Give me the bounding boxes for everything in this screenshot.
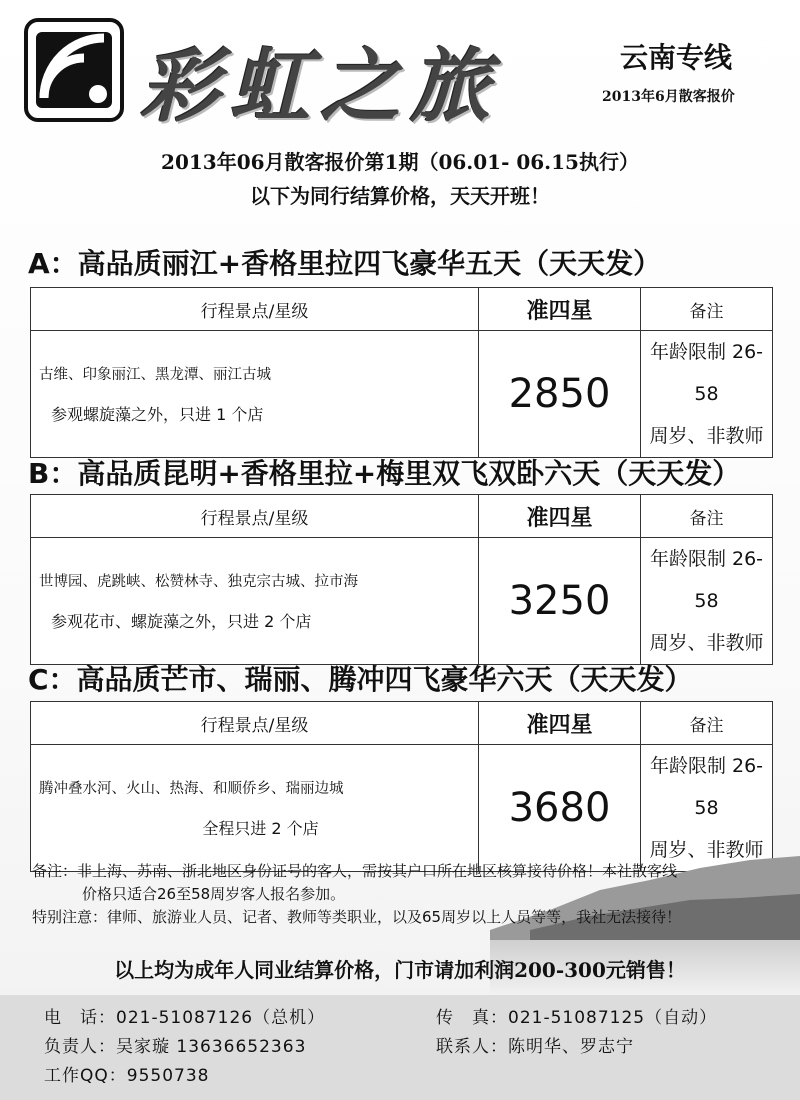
- note-line-2: 价格只适合26至58周岁客人报名参加。: [82, 885, 346, 903]
- age-unit-note: 周岁、非教师: [649, 839, 764, 861]
- route-header: 行程景点/星级: [31, 495, 479, 538]
- route-cell: [31, 538, 479, 665]
- route-shops: 参观螺旋藻之外，只进 1 个店: [51, 405, 264, 424]
- fax: 传 真：021-51087125（自动）: [436, 1008, 718, 1028]
- star-header: 准四星: [479, 495, 641, 538]
- note-header: 备注: [641, 495, 773, 538]
- star-header: 准四星: [479, 288, 641, 331]
- route-spots: 世博园、虎跳峡、松赞林寺、独克宗古城、拉市海: [39, 574, 358, 590]
- contact-people: 联系人：陈明华、罗志宁: [436, 1037, 634, 1057]
- price-period-title: 2013年06月散客报价第1期（06.01- 06.15执行）: [161, 150, 639, 174]
- route-spots: 古维、印象丽江、黑龙潭、丽江古城: [39, 367, 271, 383]
- route-shops: 全程只进 2 个店: [202, 819, 319, 838]
- star-header: 准四星: [479, 702, 641, 745]
- price: 2850: [479, 331, 641, 458]
- route-spots: 腾冲叠水河、火山、热海、和顺侨乡、瑞丽边城: [39, 781, 344, 797]
- slogan: 以上均为成年人同业结算价格，门市请加利润200-300元销售！: [114, 958, 686, 982]
- brand-name: 彩虹之旅: [140, 39, 500, 133]
- route-shops: 参观花市、螺旋藻之外，只进 2 个店: [51, 612, 312, 631]
- route-cell: [31, 745, 479, 872]
- age-limit: 年龄限制 26-58: [649, 755, 764, 819]
- age-unit-note: 周岁、非教师: [649, 632, 764, 654]
- tour-c-title: C：高品质芒市、瑞丽、腾冲四飞豪华六天（天天发）: [28, 663, 693, 696]
- tour-b-title: B：高品质昆明+香格里拉+梅里双飞双卧六天（天天发）: [28, 457, 741, 490]
- rainbow-logo-icon: [28, 22, 120, 118]
- line-name: 云南专线: [620, 41, 733, 74]
- phone: 电 话：021-51087126（总机）: [44, 1008, 326, 1028]
- contact-bar: [0, 995, 800, 1100]
- line-subtitle: 2013年6月散客报价: [602, 89, 735, 105]
- age-unit-note: 周岁、非教师: [649, 425, 764, 447]
- footnotes: [32, 860, 792, 929]
- route-header: 行程景点/星级: [31, 288, 479, 331]
- work-qq: 工作QQ：9550738: [44, 1066, 210, 1086]
- route-cell: [31, 331, 479, 458]
- price-period-subtitle: 以下为同行结算价格，天天开班！: [250, 184, 550, 208]
- tour-a-table: [30, 287, 773, 458]
- age-limit: 年龄限制 26-58: [649, 341, 764, 405]
- tour-b-table: [30, 494, 773, 665]
- manager: 负责人：吴家璇 13636652363: [44, 1037, 307, 1057]
- route-header: 行程景点/星级: [31, 702, 479, 745]
- note-cell: [641, 538, 773, 665]
- tour-c-table: [30, 701, 773, 872]
- note-line-1: 备注：非上海、苏南、浙北地区身份证号的客人，需按其户口所在地区核算接待价格！本社散客线: [32, 862, 678, 880]
- note-header: 备注: [641, 702, 773, 745]
- logo: [24, 18, 124, 122]
- age-limit: 年龄限制 26-58: [649, 548, 764, 612]
- price: 3250: [479, 538, 641, 665]
- note-cell: [641, 331, 773, 458]
- tour-a-title: A：高品质丽江+香格里拉四飞豪华五天（天天发）: [28, 247, 662, 280]
- price: 3680: [479, 745, 641, 872]
- note-header: 备注: [641, 288, 773, 331]
- note-line-3: 特别注意：律师、旅游业人员、记者、教师等类职业，以及65周岁以上人员等等，我社无法接待！: [32, 908, 682, 926]
